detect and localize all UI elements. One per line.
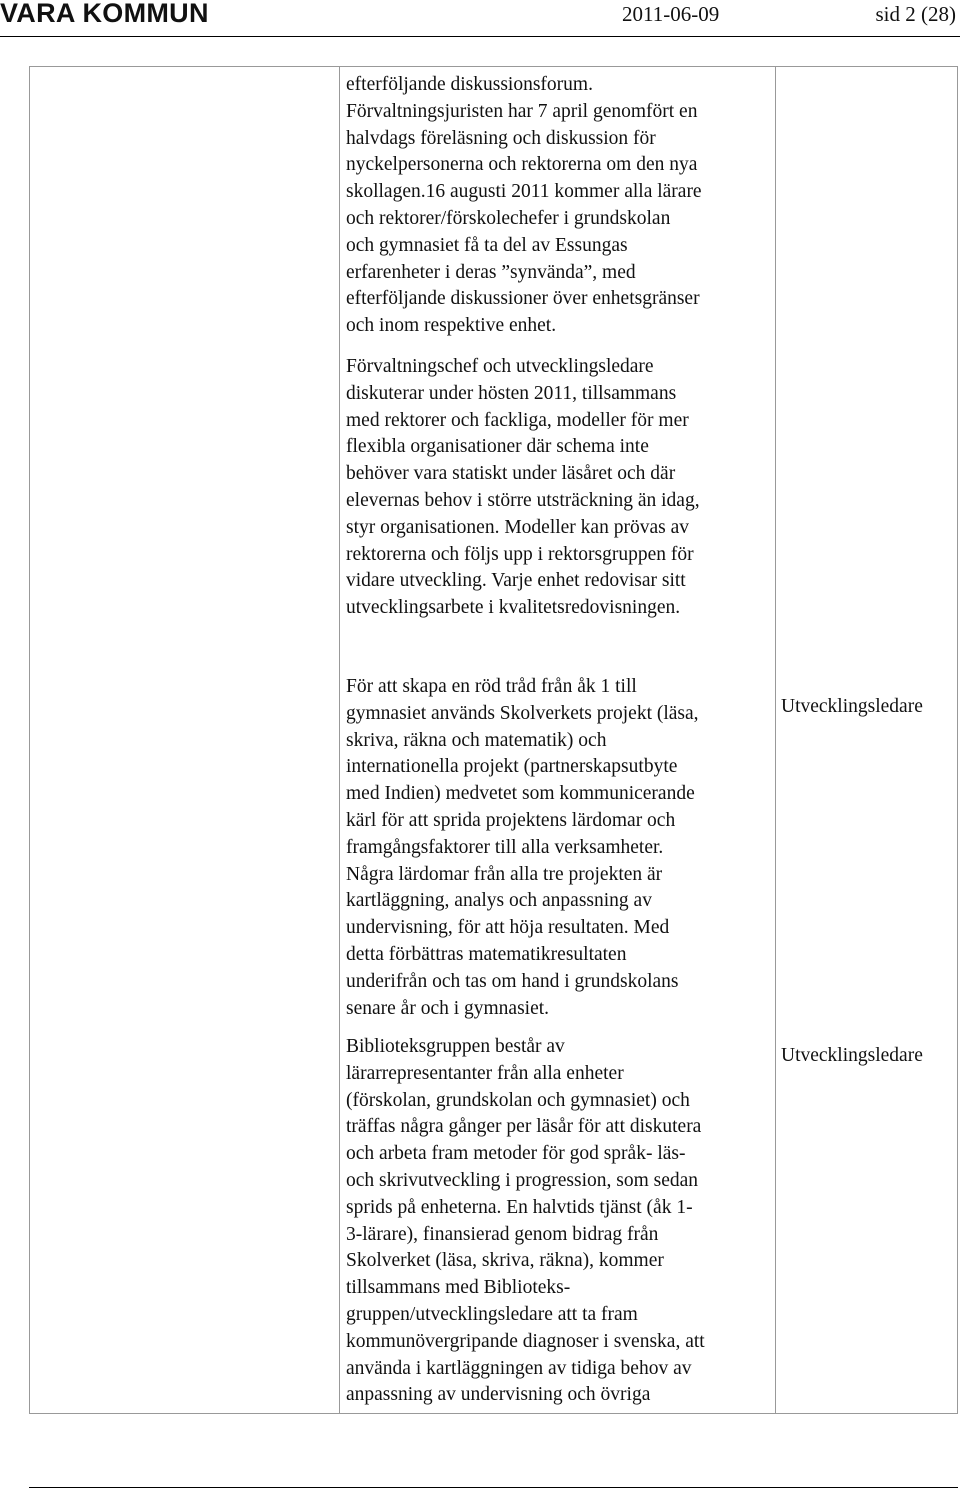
text-line: kärl för att sprida projektens lärdomar och (346, 809, 676, 831)
column-divider (775, 67, 776, 1413)
text-line: Förvaltningschef och utvecklingsledare (346, 356, 654, 377)
paragraph-forum (346, 72, 774, 340)
text-line: kommunövergripande diagnoser i svenska, att (346, 1330, 705, 1352)
text-line: utvecklingsarbete i kvalitetsredovisningen. (346, 597, 681, 619)
text-line: efterföljande diskussionsforum. (346, 74, 593, 95)
text-line: flexibla organisationer där schema inte (346, 436, 649, 458)
text-line: framgångsfaktorer till alla verksamheter. (346, 836, 664, 858)
text-line: diskuterar under hösten 2011, tillsammans (346, 382, 677, 404)
text-line: sprids på enheterna. En halvtids tjänst (åk 1- (346, 1196, 693, 1218)
text-line: internationella projekt (partnerskapsutbyte (346, 756, 678, 778)
text-line: (förskolan, grundskolan och gymnasiet) och (346, 1089, 690, 1111)
document-date: 2011-06-09 (622, 2, 720, 26)
text-line: erfarenheter i deras ”synvända”, med (346, 261, 636, 283)
text-line: använda i kartläggningen av tidiga behov av (346, 1357, 692, 1379)
text-line: med Indien) medvetet som kommunicerande (346, 783, 695, 805)
text-line: rektorerna och följs upp i rektorsgruppen för (346, 543, 694, 565)
text-line: skollagen.16 augusti 2011 kommer alla lärare (346, 181, 702, 203)
paragraph-organisation (346, 354, 774, 622)
page-header (0, 0, 960, 34)
page-number: sid 2 (28) (875, 2, 956, 26)
text-line: halvdags föreläsning och diskussion för (346, 127, 656, 149)
text-line: undervisning, för att höja resultaten. Med (346, 917, 670, 939)
organization-name: VARA KOMMUN (0, 0, 209, 28)
text-line: lärarrepresentanter från alla enheter (346, 1062, 624, 1084)
text-line: behöver vara statiskt under läsåret och där (346, 463, 676, 485)
text-line: Biblioteksgruppen består av (346, 1036, 565, 1057)
text-line: Förvaltningsjuristen har 7 april genomfört en (346, 100, 698, 122)
text-line: gruppen/utvecklingsledare att ta fram (346, 1303, 638, 1325)
text-line: styr organisationen. Modeller kan prövas av (346, 516, 689, 538)
text-line: anpassning av undervisning och övriga (346, 1384, 651, 1406)
column-divider (339, 67, 340, 1413)
text-line: nyckelpersonerna och rektorerna om den nya (346, 154, 698, 176)
text-line: elevernas behov i större utsträckning än idag, (346, 489, 700, 511)
text-line: tillsammans med Biblioteks- (346, 1277, 571, 1299)
text-line: detta förbättras matematikresultaten (346, 943, 627, 965)
footer-divider (29, 1487, 958, 1488)
text-line: underifrån och tas om hand i grundskolans (346, 970, 679, 992)
responsible-cell: Utvecklingsledare (781, 696, 923, 717)
action-table (29, 66, 958, 1414)
text-line: och arbeta fram metoder för god språk- läs- (346, 1143, 686, 1165)
text-line: Skolverket (läsa, skriva, räkna), kommer (346, 1250, 664, 1272)
header-divider (0, 36, 960, 37)
text-line: vidare utveckling. Varje enhet redovisar sitt (346, 570, 686, 592)
text-line: och skrivutveckling i progression, som sedan (346, 1169, 699, 1191)
paragraph-red-thread (346, 674, 774, 1022)
text-line: och rektorer/förskolechefer i grundskolan (346, 207, 671, 229)
text-line: och gymnasiet få ta del av Essungas (346, 234, 628, 256)
responsible-cell: Utvecklingsledare (781, 1045, 923, 1066)
text-line: senare år och i gymnasiet. (346, 997, 550, 1019)
text-line: skriva, räkna och matematik) och (346, 729, 607, 751)
paragraph-library-group (346, 1034, 774, 1409)
text-line: gymnasiet används Skolverkets projekt (läsa, (346, 702, 699, 724)
text-line: Några lärdomar från alla tre projekten är (346, 863, 663, 885)
text-line: och inom respektive enhet. (346, 315, 557, 337)
text-line: träffas några gånger per läsår för att diskutera (346, 1116, 702, 1138)
text-line: För att skapa en röd tråd från åk 1 till (346, 676, 637, 697)
text-line: med rektorer och fackliga, modeller för mer (346, 409, 689, 431)
text-line: 3-lärare), finansierad genom bidrag från (346, 1223, 659, 1245)
text-line: kartläggning, analys och anpassning av (346, 890, 652, 912)
text-line: efterföljande diskussioner över enhetsgränser (346, 288, 700, 310)
